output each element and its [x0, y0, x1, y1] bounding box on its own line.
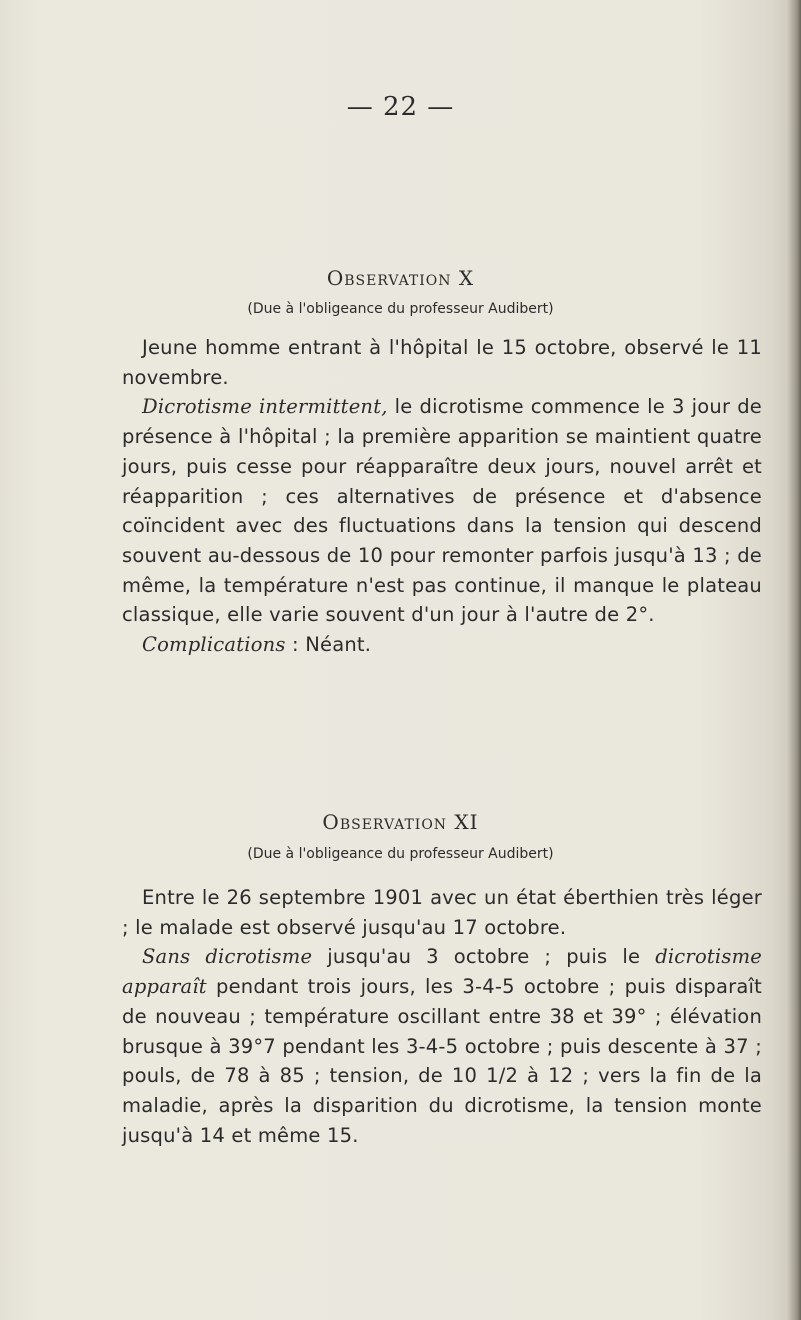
observation-xi-title: Observation XI — [322, 810, 479, 834]
observation-xi-body — [122, 883, 762, 1150]
observation-x-paragraph-2-emphasis: Dicrotisme intermittent, — [142, 395, 388, 419]
observation-x-paragraph-2-text: le dicrotisme commence le 3 jour de présence à l'hôpital ; la première apparition se maintient quatre jours, puis cesse pour réapparaître deux jours, nouvel arrêt et réapparition ; ces alternatives de présence et d'absence coïncident avec des fluctuations dans la tension qui descend souvent au-dessous de 10 pour remonter parfois jusqu'à 13 ; de même, la température n'est pas continue, il manque le plateau classique, elle varie souvent d'un jour à l'autre de 2°. — [122, 395, 762, 627]
observation-xi-paragraph-2-text-2: pendant trois jours, les 3-4-5 octobre ; puis disparaît de nouveau ; température oscillant entre 38 et 39° ; élévation brusque à 39°7 pendant les 3-4-5 octobre ; puis descente à 37 ; pouls, de 78 à 85 ; tension, de 10 1/2 à 12 ; vers la fin de la maladie, après la disparition du dicrotisme, la tension monte jusqu'à 14 et même 15. — [122, 975, 762, 1147]
observation-xi-note: (Due à l'obligeance du professeur Audibert) — [247, 846, 554, 862]
page-number: — 22 — — [346, 92, 455, 122]
observation-x-paragraph-3 — [122, 630, 762, 660]
page-edge-shadow — [787, 0, 801, 1320]
observation-x-note: (Due à l'obligeance du professeur Audibert) — [247, 301, 554, 317]
observation-x-title: Observation X — [326, 266, 475, 290]
observation-x-paragraph-3-emphasis: Complications — [142, 633, 286, 657]
observation-xi-paragraph-2-text-1: jusqu'au 3 octobre ; puis le — [312, 945, 656, 969]
observation-xi-paragraph-1: Entre le 26 septembre 1901 avec un état éberthien très léger ; le malade est observé jusqu'au 17 octobre. — [122, 886, 762, 939]
observation-xi-paragraph-2-emphasis-2: dicrotisme apparaît — [122, 945, 762, 999]
observation-x-body — [122, 333, 762, 660]
observation-x-paragraph-1: Jeune homme entrant à l'hôpital le 15 octobre, observé le 11 novembre. — [122, 336, 762, 389]
observation-xi-paragraph-2 — [122, 942, 762, 1150]
observation-x-paragraph-2 — [122, 392, 762, 630]
observation-x-paragraph-3-text: : Néant. — [285, 633, 372, 657]
observation-xi-paragraph-2-emphasis-1: Sans dicrotisme — [142, 945, 313, 969]
